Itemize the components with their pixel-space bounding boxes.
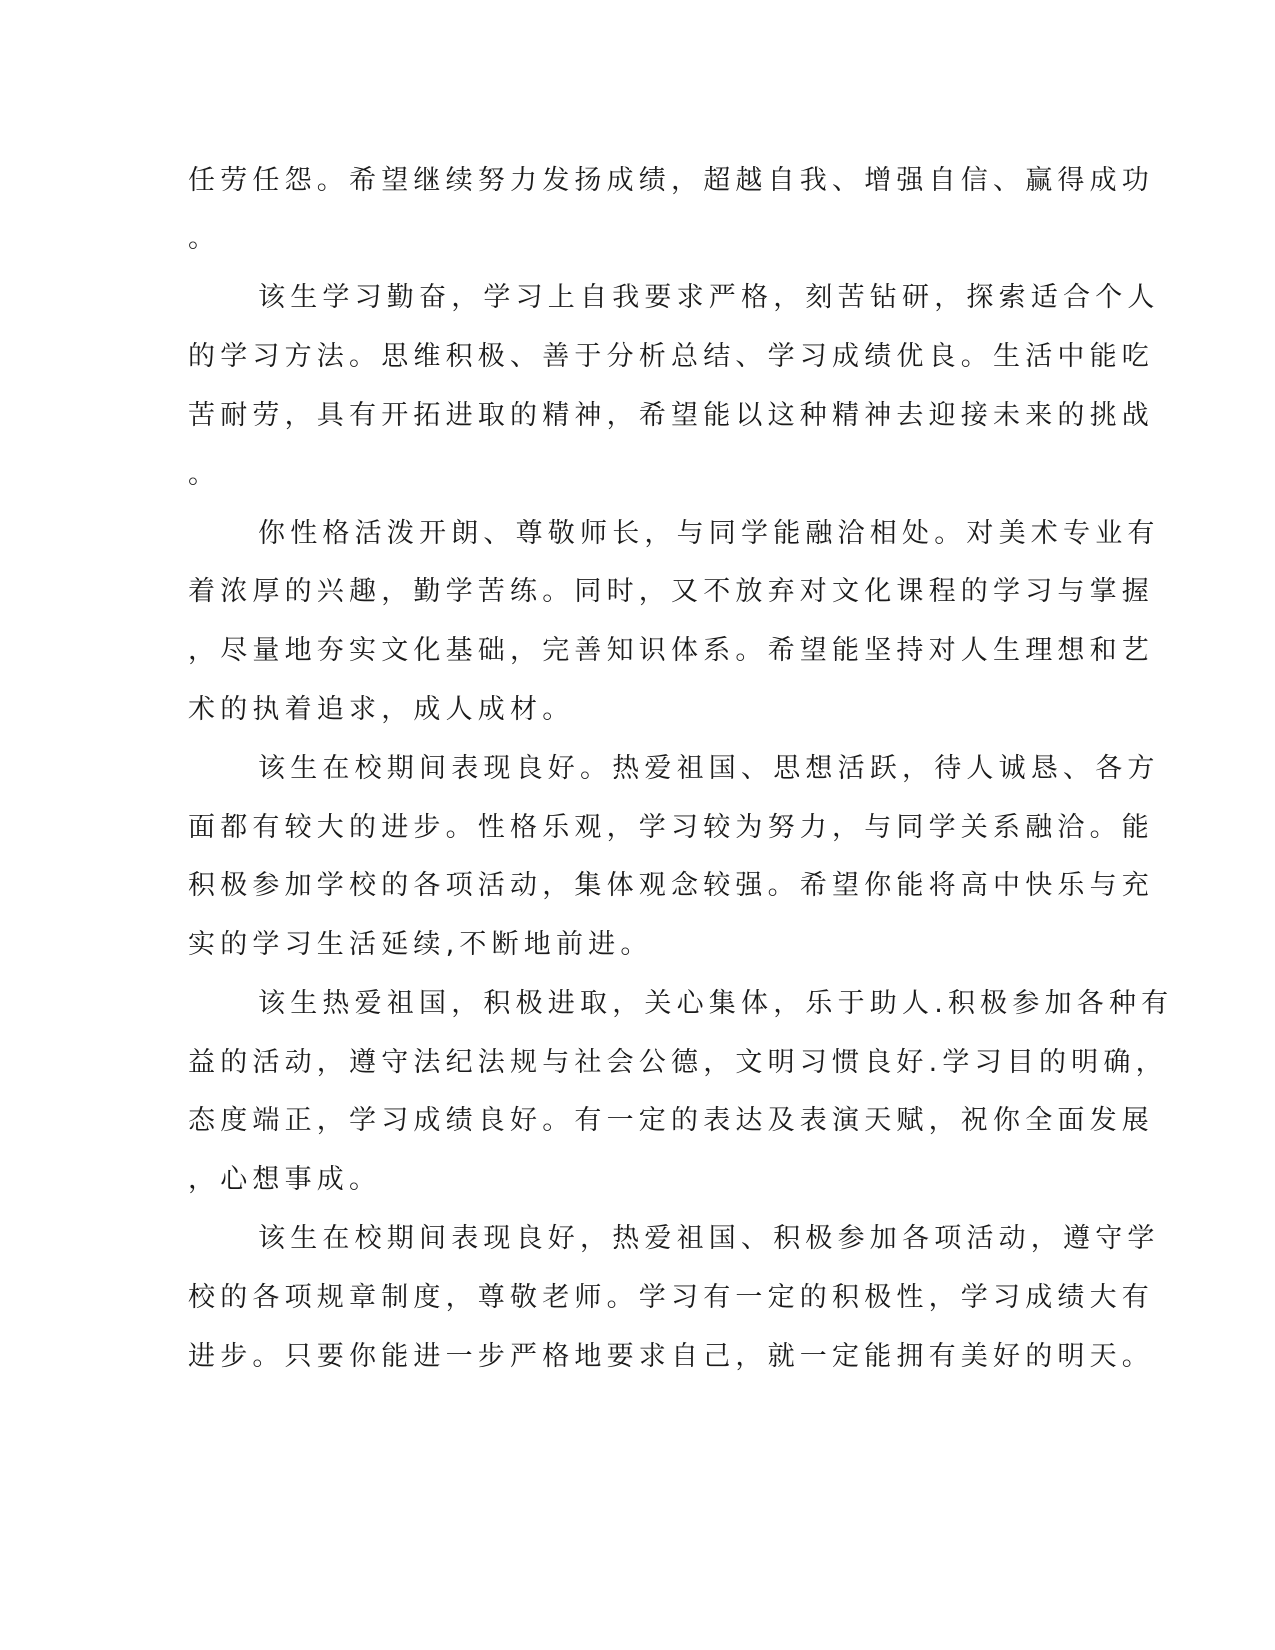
paragraph-start-line: 该生热爱祖国，积极进取，关心集体，乐于助人.积极参加各种有 [258,988,1174,1019]
text-line: 实的学习生活延续,不断地前进。 [188,929,653,960]
text-line: 益的活动，遵守法纪法规与社会公德，文明习惯良好.学习目的明确， [188,1047,1168,1078]
paragraph-start-line: 该生学习勤奋，学习上自我要求严格，刻苦钻研，探索适合个人 [258,282,1160,313]
text-line: 。 [188,459,221,490]
text-line: 着浓厚的兴趣，勤学苦练。同时，又不放弃对文化课程的学习与掌握 [188,576,1154,607]
text-line: ，心想事成。 [188,1164,382,1195]
text-line: 任劳任怨。希望继续努力发扬成绩，超越自我、增强自信、赢得成功 [188,165,1154,196]
text-line: 校的各项规章制度，尊敬老师。学习有一定的积极性，学习成绩大有 [188,1282,1154,1313]
text-line: 的学习方法。思维积极、善于分析总结、学习成绩优良。生活中能吃 [188,341,1154,372]
paragraph-start-line: 该生在校期间表现良好，热爱祖国、积极参加各项活动，遵守学 [258,1223,1160,1254]
text-line: ，尽量地夯实文化基础，完善知识体系。希望能坚持对人生理想和艺 [188,635,1154,666]
paragraph-start-line: 你性格活泼开朗、尊敬师长，与同学能融洽相处。对美术专业有 [258,518,1160,549]
text-line: 苦耐劳，具有开拓进取的精神，希望能以这种精神去迎接未来的挑战 [188,400,1154,431]
text-line: 面都有较大的进步。性格乐观，学习较为努力，与同学关系融洽。能 [188,812,1154,843]
text-line: 积极参加学校的各项活动，集体观念较强。希望你能将高中快乐与充 [188,870,1154,901]
text-line: 。 [188,223,221,254]
text-line: 态度端正，学习成绩良好。有一定的表达及表演天赋，祝你全面发展 [188,1105,1154,1136]
paragraph-start-line: 该生在校期间表现良好。热爱祖国、思想活跃，待人诚恳、各方 [258,753,1160,784]
text-line: 术的执着追求，成人成材。 [188,694,575,725]
text-line: 进步。只要你能进一步严格地要求自己，就一定能拥有美好的明天。 [188,1341,1154,1372]
